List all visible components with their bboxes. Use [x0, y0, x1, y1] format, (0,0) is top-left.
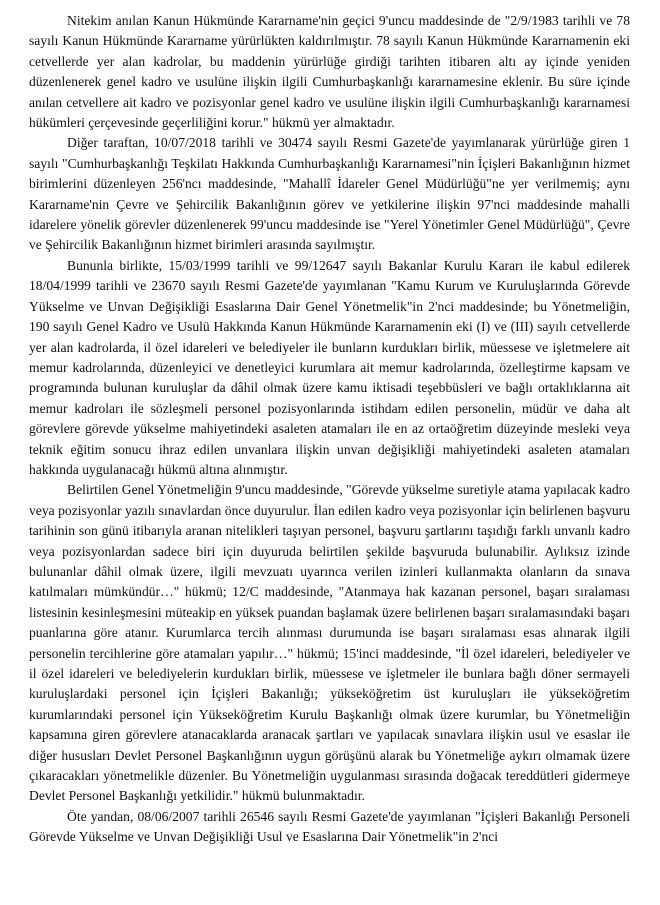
paragraph-general-regulation-scope: Bununla birlikte, 15/03/1999 tarihli ve 99/12647 sayılı Bakanlar Kurulu Kararı ile kabul edilerek 18/04/1999 tarihli ve 23670 sayılı Resmi Gazete'de yayımlanan "Kamu Kurum ve Kuruluşlarında Görevde Yükselme ve Unvan Değişikliği Esaslarına Dair Genel Yönetmelik"in 2'nci maddesinde; bu Yönetmeliğin, 190 sayılı Genel Kadro ve Usulü Hakkında Kanun Hükmünde Kararnamenin eki (I) ve (III) sayılı cetvellerde yer alan kadrolarda, il özel idareleri ve belediyeler ile bunların kurdukları birlik, müessese ve işletmelere ait memur kadrolarında, düzenleyici ve denetleyici kurumlara ait memur kadrolarında, özelleştirme kapsam ve programında bulunan kuruluşlar da dâhil olmak üzere kamu iktisadi teşebbüsleri ve bağlı ortaklıklarına ait memur kadroları ile sözleşmeli personel pozisyonlarında istihdam edilen personelin, müdür ve daha alt görevlere görevde yükselme mahiyetindeki asaleten atamaları ile en az ortaöğretim düzeyinde mesleki veya teknik eğitim sonucu ihraz edilen unvanlara ilişkin unvan değişikliği mahiyetindeki asaleten atamaları hakkında uygulanacağı hükmü altına alınmıştır.: [29, 257, 630, 477]
paragraph-interior-ministry-regulation: Öte yandan, 08/06/2007 tarihli 26546 sayılı Resmi Gazete'de yayımlanan "İçişleri Bakanlığı Personeli Görevde Yükselme ve Unvan Değişikliği Usul ve Esaslarına Dair Yönetmelik"in 2'nci: [29, 808, 630, 845]
document-page: [29, 11, 630, 848]
paragraph-presidential-decree: Diğer taraftan, 10/07/2018 tarihli ve 30474 sayılı Resmi Gazete'de yayımlanarak yürürlüğe giren 1 sayılı "Cumhurbaşkanlığı Teşkilatı Hakkında Cumhurbaşkanlığı Kararnamesi"nin İçişleri Bakanlığının hizmet birimlerini düzenleyen 256'ncı maddesinde, "Mahallî İdareler Genel Müdürlüğü"ne yer verilmemiş; aynı Kararname'nin Çevre ve Şehircilik Bakanlığının görev ve yetkilerine ilişkin 97'nci maddesinde mahalli idarelere yönelik görevler düzenlenerek 99'uncu maddesinde ise "Yerel Yönetimler Genel Müdürlüğü", Çevre ve Şehircilik Bakanlığının hizmet birimleri arasında sayılmıştır.: [29, 135, 630, 253]
paragraph-khk-provisional-article: Nitekim anılan Kanun Hükmünde Kararname'nin geçici 9'uncu maddesinde de "2/9/1983 tarihli ve 78 sayılı Kanun Hükmünde Kararname yürürlükten kaldırılmıştır. 78 sayılı Kanun Hükmünde Kararnamenin eki cetvellerde yer alan kadrolar, bu maddenin yürürlüğe girdiği tarihten itibaren altı ay içinde yeniden düzenlenerek genel kadro ve usulüne ilişkin ilgili Cumhurbaşkanlığı kararnamesine eklenir. Bu süre içinde anılan cetvellere ait kadro ve pozisyonlar genel kadro ve usulüne ilişkin ilgili Cumhurbaşkanlığı kararnamesi hükümleri çerçevesinde geçerliliğini korur." hükmü yer almaktadır.: [29, 13, 630, 131]
paragraph-regulation-articles: Belirtilen Genel Yönetmeliğin 9'uncu maddesinde, "Görevde yükselme suretiyle atama yapılacak kadro veya pozisyonlar yazılı sınavlardan önce duyurulur. İlan edilen kadro veya pozisyonlar için belirlenen başvuru tarihinin son günü itibarıyla aranan nitelikleri taşıyan personel, başvuru şartlarını taşıdığı farklı unvanlı kadro veya pozisyonlardan sadece biri için duyuruda belirtilen şekilde başvuruda bulunabilir. Aylıksız izinde bulunanlar dâhil olmak üzere, ilgili mevzuatı uyarınca verilen izinleri kullanmakta olanların da sınava katılmaları mümkündür…" hükmü; 12/C maddesinde, "Atanmaya hak kazanan personel, başarı sıralaması listesinin kesinleşmesini müteakip en yüksek puandan başlamak üzere belirlenen başarı sıralamasındaki başarı puanlarına göre atanır. Kurumlarca tercih alınması durumunda ise başarı sıralaması esas alınarak ilgili personelin tercihlerine göre atamaları yapılır…" hükmü; 15'inci maddesinde, "İl özel idareleri, belediyeler ve il özel idareleri ve belediyelerin kurdukları birlik, müessese ve işletmeler ile bunlara bağlı döner sermayeli kuruluşlardaki personel için İçişleri Bakanlığı; yükseköğretim üst kuruluşları ile yükseköğretim kurumlarındaki personel için Yükseköğretim Kurulu Başkanlığı olmak üzere kurumlar, bu Yönetmeliğin kapsamına giren görevlere atanacaklarda aranacak şartları ve yapılacak sınavlara ilişkin usul ve esaslar ile diğer hususları Devlet Personel Başkanlığının uygun görüşünü alarak bu Yönetmeliğe aykırı olmamak üzere çıkaracakları yönetmelikle düzenler. Bu Yönetmeliğin uygulanması sırasında doğacak tereddütleri gidermeye Devlet Personel Başkanlığı yetkilidir." hükmü bulunmaktadır.: [29, 482, 630, 804]
